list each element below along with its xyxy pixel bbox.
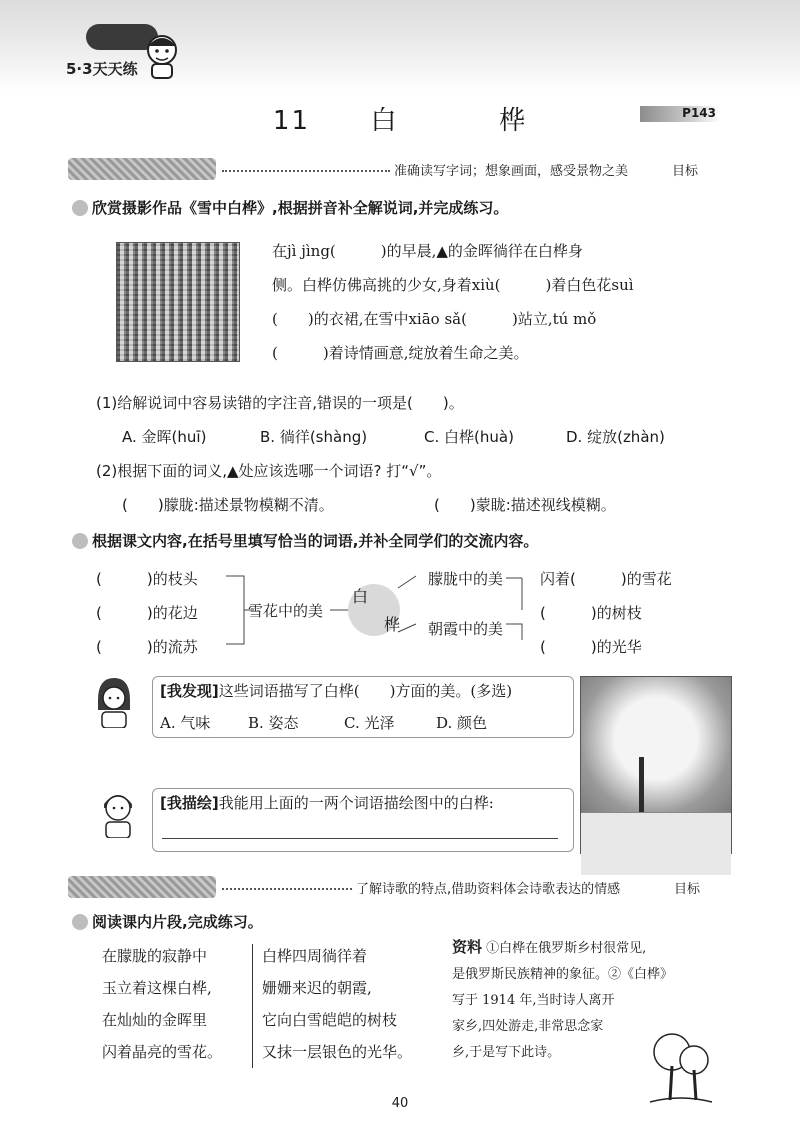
q2-option-a[interactable]: A. 气味 — [160, 714, 211, 732]
poem-line: 它向白雪皑皑的树枝 — [262, 1011, 398, 1029]
discover-label: [我发现] — [160, 682, 219, 700]
q2-right-item[interactable]: ( )的树枝 — [540, 604, 642, 622]
birch-tree-photo — [580, 676, 732, 854]
q2-option-b[interactable]: B. 姿态 — [248, 714, 299, 732]
poem-right-column — [262, 940, 412, 1068]
q2-left-item[interactable]: ( )的流苏 — [96, 638, 198, 656]
brand-name: 5·3天天练 — [66, 60, 138, 78]
q3-title: 阅读课内片段,完成练习。 — [92, 913, 263, 931]
snow-ground — [581, 812, 731, 875]
poem-line: 在灿灿的金晖里 — [102, 1011, 208, 1029]
section2-goal: 了解诗歌的特点,借助资料体会诗歌表达的情感 — [356, 882, 621, 897]
reference-line: 乡,于是写下此诗。 — [452, 1045, 561, 1060]
discover-prompt — [160, 680, 512, 701]
q1-sub2: (2)根据下面的词义,▲处应该选哪一个词语? 打“√”。 — [96, 462, 442, 480]
q2-center-char-hua: 桦 — [384, 615, 401, 634]
q2-option-c[interactable]: C. 光泽 — [344, 714, 395, 732]
section1-goal: 准确读写字词；想象画面，感受景物之美 — [394, 164, 629, 179]
q1-passage-line: ( )着诗情画意,绽放着生命之美。 — [272, 344, 529, 362]
question-marker-icon — [72, 914, 88, 930]
poem-line: 白桦四周徜徉着 — [262, 947, 368, 965]
q2-title: 根据课文内容,在括号里填写恰当的词语,并补全同学们的交流内容。 — [92, 532, 539, 550]
poem-line: 闪着晶亮的雪花。 — [102, 1043, 223, 1061]
section2-banner — [68, 876, 216, 898]
section1-banner — [68, 158, 216, 180]
poem-line: 姗姗来迟的朝霞, — [262, 979, 372, 997]
page-reference: P143 — [640, 106, 720, 122]
poem-divider — [252, 944, 253, 1068]
q2-right-item[interactable]: 闪着( )的雪花 — [540, 570, 672, 588]
q2-center-snow: 雪花中的美 — [248, 602, 324, 620]
reference-label: 资料 — [452, 938, 483, 956]
section1-goal-label: 目标 — [672, 164, 699, 179]
section2-goal-label: 目标 — [674, 882, 701, 897]
lesson-title-char-2: 桦 — [499, 106, 528, 136]
q1-choice-menglong-eye[interactable]: ( )蒙眬:描述视线模糊。 — [434, 496, 616, 514]
q1-option-c[interactable]: C. 白桦(huà) — [424, 428, 514, 446]
question-marker-icon — [72, 533, 88, 549]
section2-divider — [222, 888, 352, 890]
q1-sub1: (1)给解说词中容易读错的字注音,错误的一项是( )。 — [96, 394, 464, 412]
q2-right-dawn: 朝霞中的美 — [428, 620, 504, 638]
reference-line: 家乡,四处游走,非常思念家 — [452, 1019, 604, 1034]
q1-passage-line: ( )的衣裙,在雪中xiāo sǎ( )站立,tú mǒ — [272, 310, 597, 328]
q1-passage-line: 在jì jìng( )的早晨,▲的金晖徜徉在白桦身 — [272, 242, 583, 260]
reference-line: 写于 1914 年,当时诗人离开 — [452, 993, 615, 1008]
discover-text: 这些词语描写了白桦( )方面的美。(多选) — [218, 682, 513, 700]
describe-label: [我描绘] — [160, 794, 219, 812]
question-marker-icon — [72, 200, 88, 216]
mascot-icon — [142, 30, 182, 80]
girl-avatar-icon — [92, 676, 136, 728]
q2-left-item[interactable]: ( )的花边 — [96, 604, 198, 622]
lesson-number: 11 — [272, 106, 310, 136]
answer-line[interactable] — [162, 838, 558, 839]
birch-photo-snow — [116, 242, 240, 362]
describe-prompt — [160, 792, 494, 813]
poem-left-column — [102, 940, 222, 1068]
q1-choice-menglong[interactable]: ( )朦胧:描述景物模糊不清。 — [122, 496, 334, 514]
poem-line: 在朦胧的寂静中 — [102, 947, 208, 965]
section1-divider — [222, 170, 390, 172]
lesson-title-char-1: 白 — [370, 106, 399, 136]
reference-line: 是俄罗斯民族精神的象征。②《白桦》 — [452, 967, 674, 982]
page-number: 40 — [391, 1096, 409, 1111]
poem-line: 玉立着这棵白桦, — [102, 979, 212, 997]
q2-option-d[interactable]: D. 颜色 — [436, 714, 488, 732]
boy-avatar-icon — [96, 786, 140, 838]
q2-right-hazy: 朦胧中的美 — [428, 570, 504, 588]
q2-center-char-bai: 白 — [352, 587, 369, 606]
q1-option-d[interactable]: D. 绽放(zhàn) — [566, 428, 665, 446]
q1-passage-line: 侧。白桦仿佛高挑的少女,身着xiù( )着白色花suì — [272, 276, 634, 294]
q2-right-item[interactable]: ( )的光华 — [540, 638, 642, 656]
reference-line: ①白桦在俄罗斯乡村很常见, — [486, 941, 647, 956]
poem-line: 又抹一层银色的光华。 — [262, 1043, 413, 1061]
q1-option-b[interactable]: B. 徜徉(shàng) — [260, 428, 368, 446]
q1-passage — [272, 234, 712, 370]
q1-option-a[interactable]: A. 金晖(huī) — [122, 428, 207, 446]
describe-text: 我能用上面的一两个词语描绘图中的白桦: — [218, 794, 494, 812]
q1-title: 欣赏摄影作品《雪中白桦》,根据拼音补全解说词,并完成练习。 — [92, 199, 509, 217]
q2-left-item[interactable]: ( )的枝头 — [96, 570, 198, 588]
